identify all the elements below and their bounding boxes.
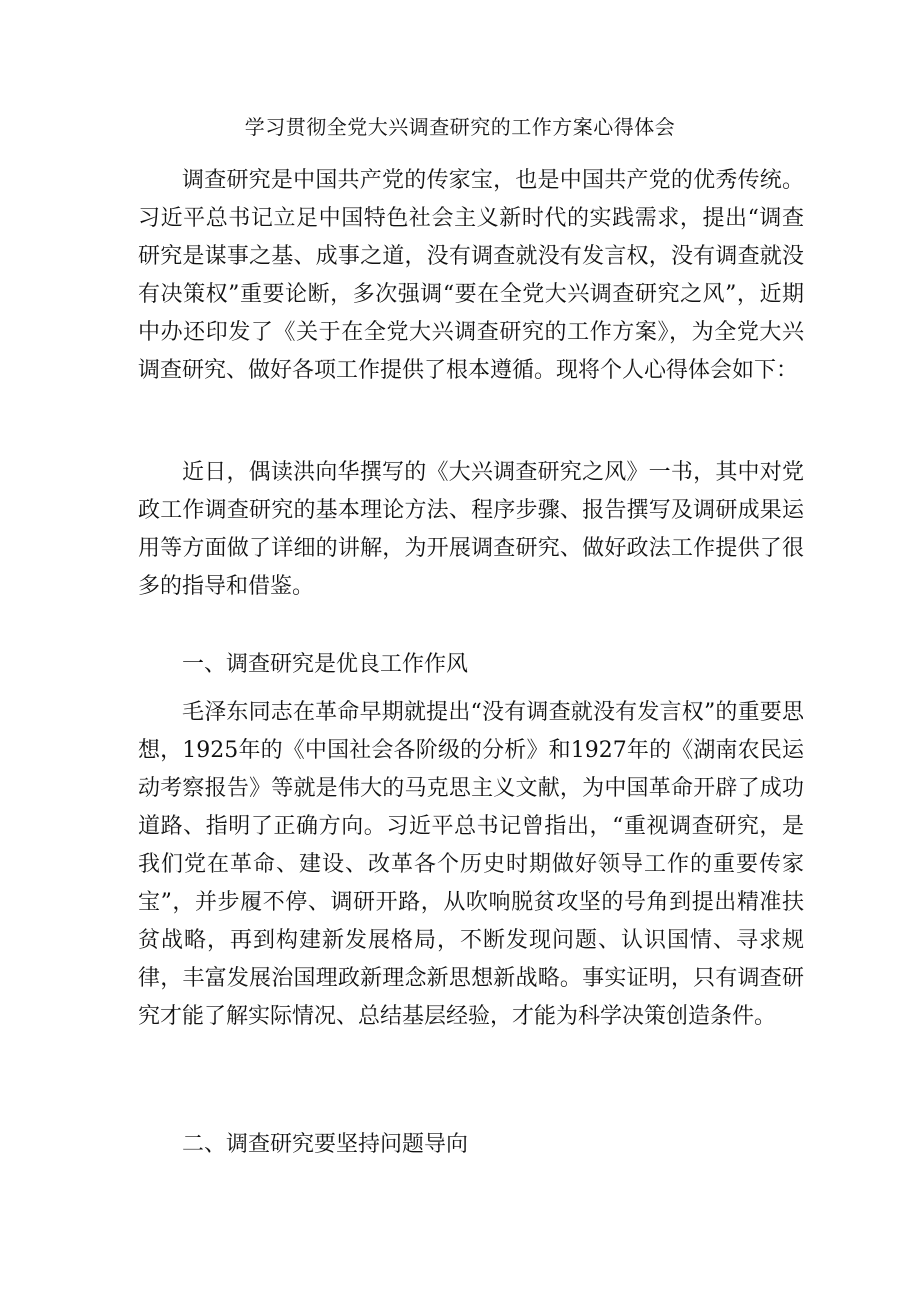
document-title: 学习贯彻全党大兴调查研究的工作方案心得体会 xyxy=(244,115,676,139)
section-2-heading: 二、调查研究要坚持问题导向 xyxy=(182,1132,469,1157)
section-1-heading: 一、调查研究是优良工作作风 xyxy=(182,652,469,677)
section-1-body: 毛泽东同志在革命早期就提出“没有调查就没有发言权”的重要思想，1925年的《中国社会各阶级的分析》和1927年的《湖南农民运动考察报告》等就是伟大的马克思主义文献，为中国革命开辟了成功道路、指明了正确方向。习近平总书记曾指出，“重视调查研究，是我们党在革命、建设、改革各个历史时期做好领导工作的重要传家宝”，并步履不停、调研开路，从吹响脱贫攻坚的号角到提出精准扶贫战略，再到构建新发展格局，不断发现问题、认识国情、寻求规律，丰富发展治国理政新理念新思想新战略。事实证明，只有调查研究才能了解实际情况、总结基层经验，才能为科学决策创造条件。 xyxy=(138,700,804,1029)
book-reading-paragraph: 近日，偶读洪向华撰写的《大兴调查研究之风》一书，其中对党政工作调查研究的基本理论方法、程序步骤、报告撰写及调研成果运用等方面做了详细的讲解，为开展调查研究、做好政法工作提供了很多的指导和借鉴。 xyxy=(138,460,804,599)
intro-paragraph: 调查研究是中国共产党的传家宝，也是中国共产党的优秀传统。习近平总书记立足中国特色社会主义新时代的实践需求，提出“调查研究是谋事之基、成事之道，没有调查就没有发言权，没有调查就没有决策权”重要论断，多次强调“要在全党大兴调查研究之风”，近期中办还印发了《关于在全党大兴调查研究的工作方案》，为全党大兴调查研究、做好各项工作提供了根本遵循。现将个人心得体会如下： xyxy=(138,168,804,383)
